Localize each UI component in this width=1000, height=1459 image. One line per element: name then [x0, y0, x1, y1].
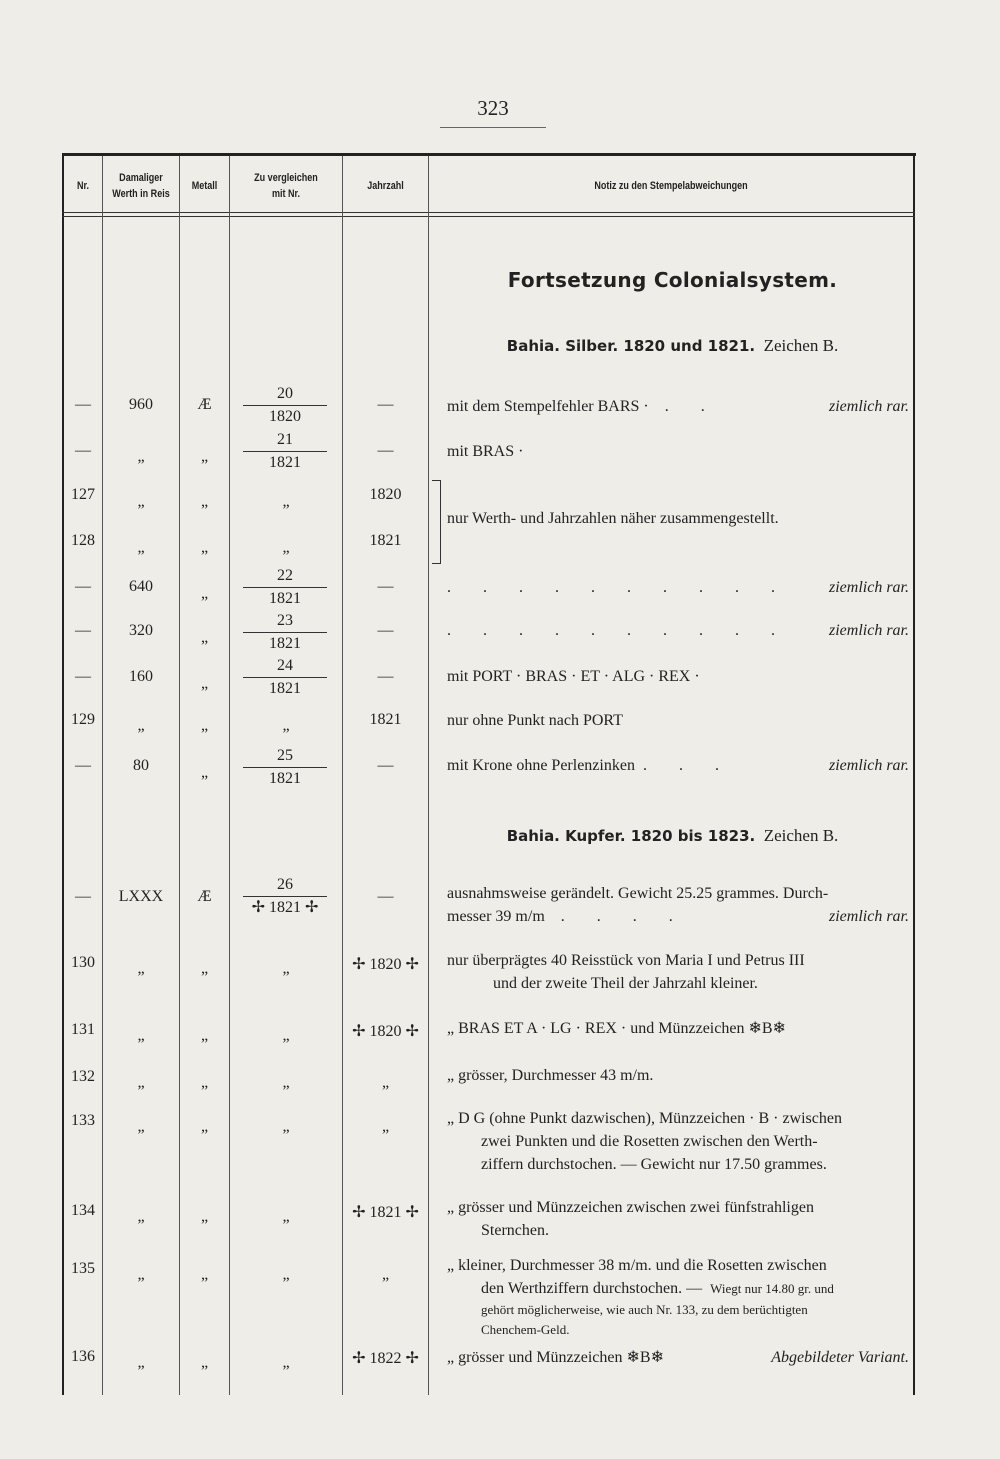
- header-nr: Nr.: [76, 180, 90, 192]
- bracket-note: nur Werth- und Jahrzahlen näher zusammengestellt.: [447, 510, 779, 527]
- header-compare: Zu vergleichen mit Nr.: [254, 172, 318, 200]
- section-subtitle-copper: Bahia. Kupfer. 1820 bis 1823. Zeichen B.: [506, 826, 839, 845]
- header-year: Jahrzahl: [367, 180, 404, 192]
- header-note: Notiz zu den Stempelabweichungen: [594, 180, 748, 192]
- header-metal: Metall: [191, 180, 218, 192]
- section-subtitle-silver: Bahia. Silber. 1820 und 1821. Zeichen B.: [506, 336, 839, 355]
- header-value: Damaliger Werth in Reis: [112, 172, 170, 200]
- page-number: 323: [440, 96, 546, 128]
- section-title: Fortsetzung Colonialsystem.: [507, 268, 838, 292]
- bracket: [432, 480, 441, 564]
